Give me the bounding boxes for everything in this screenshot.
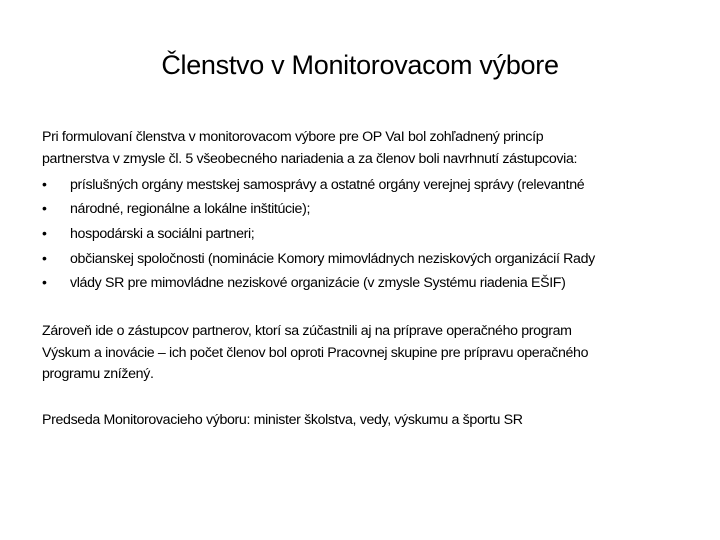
intro-line-1: Pri formulovaní členstva v monitorovacom výbore pre OP VaI bol zohľadnený princíp	[42, 129, 544, 145]
paragraph2-line-2: Výskum a inovácie – ich počet členov bol oproti Pracovnej skupine pre prípravu operačného	[42, 345, 589, 361]
bullet-icon: •	[42, 176, 47, 192]
slide-title: Členstvo v Monitorovacom výbore	[161, 50, 559, 80]
bullet-item-5: vlády SR pre mimovládne neziskové organizácie (v zmysle Systému riadenia EŠIF)	[70, 275, 566, 291]
bullet-icon: •	[42, 274, 47, 290]
paragraph2-line-3: programu znížený.	[42, 366, 154, 382]
bullet-icon: •	[42, 250, 47, 266]
bullet-item-3: hospodárski a sociálni partneri;	[70, 226, 255, 242]
bullet-icon: •	[42, 200, 47, 216]
bullet-item-2: národné, regionálne a lokálne inštitúcie);	[70, 201, 311, 217]
bullet-item-1: príslušných orgány mestskej samosprávy a ostatné orgány verejnej správy (relevantné	[70, 177, 585, 193]
bullet-icon: •	[42, 225, 47, 241]
intro-line-2: partnerstva v zmysle čl. 5 všeobecného nariadenia a za členov boli navrhnutí zástupcovia:	[42, 151, 578, 167]
paragraph2-line-1: Zároveň ide o zástupcov partnerov, ktorí sa zúčastnili aj na príprave operačného program	[42, 323, 572, 339]
chair-line: Predseda Monitorovacieho výboru: minister školstva, vedy, výskumu a športu SR	[42, 412, 523, 428]
bullet-item-4: občianskej spoločnosti (nominácie Komory mimovládnych neziskových organizácií Rady	[70, 251, 595, 267]
